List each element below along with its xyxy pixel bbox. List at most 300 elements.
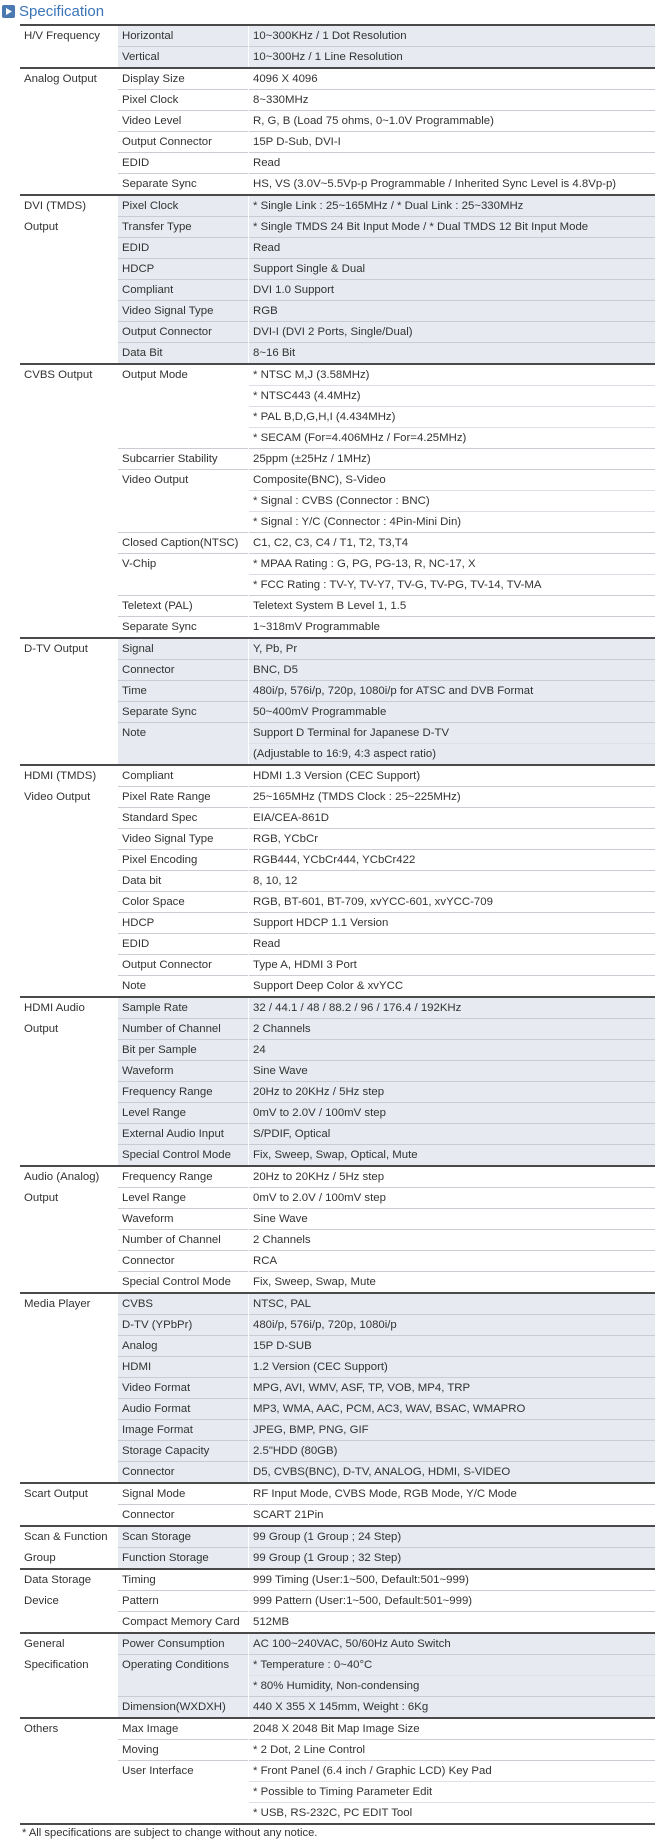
item-cell: Vertical [118,47,249,69]
category-cell: Device [20,1591,118,1612]
table-row [20,1483,655,1505]
table-row [20,787,655,808]
category-cell [20,1124,118,1145]
category-cell: Media Player [20,1293,118,1315]
category-cell [20,702,118,723]
item-cell: Moving [118,1740,249,1761]
value-cell: * NTSC443 (4.4MHz) [249,386,655,407]
value-cell: DVI 1.0 Support [249,280,655,301]
table-row [20,934,655,955]
table-row [20,322,655,343]
value-cell: 4096 X 4096 [249,68,655,90]
value-cell: Support Single & Dual [249,259,655,280]
category-cell [20,132,118,153]
table-row [20,1378,655,1399]
table-row [20,1336,655,1357]
category-cell: HDMI Audio [20,997,118,1019]
value-cell: * Signal : Y/C (Connector : 4Pin-Mini Din) [249,512,655,533]
value-cell: RGB [249,301,655,322]
item-cell: Separate Sync [118,702,249,723]
category-cell [20,1145,118,1167]
value-cell: D5, CVBS(BNC), D-TV, ANALOG, HDMI, S-VIDEO [249,1462,655,1484]
table-row [20,343,655,365]
value-cell: Type A, HDMI 3 Port [249,955,655,976]
item-cell: Output Connector [118,322,249,343]
item-cell: Frequency Range [118,1166,249,1188]
category-cell [20,617,118,639]
category-cell: Others [20,1718,118,1740]
table-row [20,259,655,280]
table-row [20,1548,655,1570]
value-cell: RF Input Mode, CVBS Mode, RGB Mode, Y/C Mode [249,1483,655,1505]
table-row [20,1209,655,1230]
value-cell: 1.2 Version (CEC Support) [249,1357,655,1378]
value-cell: MPG, AVI, WMV, ASF, TP, VOB, MP4, TRP [249,1378,655,1399]
table-row [20,195,655,217]
category-cell [20,871,118,892]
item-cell: HDMI [118,1357,249,1378]
page-title: Specification [19,3,104,20]
value-cell: 480i/p, 576i/p, 720p, 1080i/p for ATSC and DVB Format [249,681,655,702]
table-row [20,871,655,892]
value-cell: R, G, B (Load 75 ohms, 0~1.0V Programmable) [249,111,655,132]
item-cell: Special Control Mode [118,1272,249,1294]
item-cell: HDCP [118,913,249,934]
category-cell: General [20,1633,118,1655]
value-cell: 99 Group (1 Group ; 32 Step) [249,1548,655,1570]
item-cell: Pixel Clock [118,195,249,217]
item-cell: D-TV (YPbPr) [118,1315,249,1336]
table-row [20,1612,655,1634]
item-cell: Output Mode [118,364,249,386]
table-row [20,1633,655,1655]
table-row [20,955,655,976]
category-cell [20,1357,118,1378]
table-row [20,1697,655,1719]
value-cell: RGB, BT-601, BT-709, xvYCC-601, xvYCC-709 [249,892,655,913]
value-cell: AC 100~240VAC, 50/60Hz Auto Switch [249,1633,655,1655]
item-cell: Data bit [118,871,249,892]
category-cell [20,1230,118,1251]
value-cell: 440 X 355 X 145mm, Weight : 6Kg [249,1697,655,1719]
category-cell [20,744,118,766]
category-cell [20,153,118,174]
table-row [20,997,655,1019]
category-cell: Specification [20,1655,118,1676]
item-cell: Connector [118,1251,249,1272]
value-cell: 0mV to 2.0V / 100mV step [249,1103,655,1124]
category-cell [20,1336,118,1357]
item-cell: Compact Memory Card [118,1612,249,1634]
table-row [20,660,655,681]
item-cell: Pattern [118,1591,249,1612]
value-cell: C1, C2, C3, C4 / T1, T2, T3,T4 [249,533,655,554]
category-cell [20,512,118,533]
item-cell: Number of Channel [118,1230,249,1251]
value-cell: Read [249,238,655,259]
item-cell: Analog [118,1336,249,1357]
category-cell: DVI (TMDS) [20,195,118,217]
item-cell: Horizontal [118,25,249,47]
footnote: * All specifications are subject to change without any notice. [22,1827,655,1839]
table-row [20,1676,655,1697]
item-cell: Audio Format [118,1399,249,1420]
value-cell: 50~400mV Programmable [249,702,655,723]
item-cell: Separate Sync [118,617,249,639]
value-cell: * SECAM (For=4.406MHz / For=4.25MHz) [249,428,655,449]
table-row [20,765,655,787]
category-cell [20,1676,118,1697]
category-cell [20,449,118,470]
item-cell [118,491,249,512]
item-cell: Connector [118,1505,249,1527]
item-cell [118,1676,249,1697]
category-cell [20,1697,118,1719]
table-row [20,1315,655,1336]
table-row [20,617,655,639]
table-row [20,1357,655,1378]
table-row [20,1019,655,1040]
item-cell [118,407,249,428]
item-cell: Video Level [118,111,249,132]
value-cell: SCART 21Pin [249,1505,655,1527]
item-cell: V-Chip [118,554,249,575]
value-cell: * Single Link : 25~165MHz / * Dual Link : 25~330MHz [249,195,655,217]
table-row [20,132,655,153]
table-row [20,681,655,702]
category-cell: Scart Output [20,1483,118,1505]
table-row [20,238,655,259]
category-cell [20,681,118,702]
category-cell: HDMI (TMDS) [20,765,118,787]
table-row [20,638,655,660]
item-cell: Connector [118,660,249,681]
item-cell: User Interface [118,1761,249,1782]
item-cell: Waveform [118,1209,249,1230]
item-cell: Connector [118,1462,249,1484]
table-row [20,1399,655,1420]
value-cell: * 80% Humidity, Non-condensing [249,1676,655,1697]
value-cell: * Temperature : 0~40°C [249,1655,655,1676]
category-cell [20,829,118,850]
table-row [20,386,655,407]
item-cell: Number of Channel [118,1019,249,1040]
value-cell: 20Hz to 20KHz / 5Hz step [249,1082,655,1103]
item-cell: Video Output [118,470,249,491]
category-cell [20,1378,118,1399]
item-cell: Image Format [118,1420,249,1441]
table-row [20,1782,655,1803]
value-cell: 25~165MHz (TMDS Clock : 25~225MHz) [249,787,655,808]
item-cell: Output Connector [118,132,249,153]
table-row [20,533,655,554]
table-row [20,1272,655,1294]
value-cell: * USB, RS-232C, PC EDIT Tool [249,1803,655,1825]
category-cell [20,47,118,69]
table-row [20,744,655,766]
item-cell: Max Image [118,1718,249,1740]
category-cell: Group [20,1548,118,1570]
item-cell: Color Space [118,892,249,913]
value-cell: 999 Pattern (User:1~500, Default:501~999) [249,1591,655,1612]
category-cell [20,407,118,428]
table-row [20,575,655,596]
value-cell: Teletext System B Level 1, 1.5 [249,596,655,617]
value-cell: * 2 Dot, 2 Line Control [249,1740,655,1761]
item-cell: Compliant [118,765,249,787]
table-row [20,1761,655,1782]
item-cell: Note [118,723,249,744]
category-cell [20,428,118,449]
table-row [20,364,655,386]
value-cell: 99 Group (1 Group ; 24 Step) [249,1526,655,1548]
value-cell: * Front Panel (6.4 inch / Graphic LCD) Key Pad [249,1761,655,1782]
item-cell: Bit per Sample [118,1040,249,1061]
category-cell [20,533,118,554]
value-cell: Fix, Sweep, Swap, Optical, Mute [249,1145,655,1167]
table-row [20,1124,655,1145]
category-cell [20,1061,118,1082]
category-cell: Output [20,1188,118,1209]
item-cell: Closed Caption(NTSC) [118,533,249,554]
value-cell: Y, Pb, Pr [249,638,655,660]
category-cell [20,174,118,196]
value-cell: RGB444, YCbCr444, YCbCr422 [249,850,655,871]
table-row [20,1655,655,1676]
table-row [20,491,655,512]
value-cell: 480i/p, 576i/p, 720p, 1080i/p [249,1315,655,1336]
category-cell [20,808,118,829]
item-cell: External Audio Input [118,1124,249,1145]
category-cell: Video Output [20,787,118,808]
category-cell: CVBS Output [20,364,118,386]
value-cell: * FCC Rating : TV-Y, TV-Y7, TV-G, TV-PG, TV-14, TV-MA [249,575,655,596]
table-row [20,1230,655,1251]
value-cell: 2 Channels [249,1019,655,1040]
value-cell: RCA [249,1251,655,1272]
item-cell: Sample Rate [118,997,249,1019]
table-row [20,892,655,913]
category-cell [20,90,118,111]
table-row [20,1145,655,1167]
value-cell: HDMI 1.3 Version (CEC Support) [249,765,655,787]
item-cell: Pixel Rate Range [118,787,249,808]
category-cell [20,1082,118,1103]
table-row [20,1188,655,1209]
value-cell: 2 Channels [249,1230,655,1251]
category-cell [20,259,118,280]
item-cell: HDCP [118,259,249,280]
value-cell: 20Hz to 20KHz / 5Hz step [249,1166,655,1188]
table-row [20,1251,655,1272]
category-cell [20,1782,118,1803]
item-cell: Separate Sync [118,174,249,196]
item-cell: Video Signal Type [118,829,249,850]
table-row [20,47,655,69]
category-cell: Data Storage [20,1569,118,1591]
item-cell: Standard Spec [118,808,249,829]
value-cell: Fix, Sweep, Swap, Mute [249,1272,655,1294]
value-cell: 25ppm (±25Hz / 1MHz) [249,449,655,470]
item-cell: Video Format [118,1378,249,1399]
table-row [20,1569,655,1591]
table-row [20,1103,655,1124]
item-cell: Teletext (PAL) [118,596,249,617]
value-cell: 10~300Hz / 1 Line Resolution [249,47,655,69]
table-row [20,280,655,301]
table-row [20,449,655,470]
value-cell: 999 Timing (User:1~500, Default:501~999) [249,1569,655,1591]
value-cell: 0mV to 2.0V / 100mV step [249,1188,655,1209]
value-cell: MP3, WMA, AAC, PCM, AC3, WAV, BSAC, WMAPRO [249,1399,655,1420]
category-cell: Scan & Function [20,1526,118,1548]
table-row [20,1718,655,1740]
category-cell [20,322,118,343]
value-cell: EIA/CEA-861D [249,808,655,829]
table-row [20,976,655,998]
category-cell: Output [20,217,118,238]
table-row [20,1082,655,1103]
item-cell: Storage Capacity [118,1441,249,1462]
category-cell: Audio (Analog) [20,1166,118,1188]
value-cell: * Possible to Timing Parameter Edit [249,1782,655,1803]
item-cell: Level Range [118,1188,249,1209]
table-row [20,554,655,575]
category-cell [20,1420,118,1441]
table-row [20,470,655,491]
value-cell: Read [249,153,655,174]
category-cell: Analog Output [20,68,118,90]
category-cell [20,660,118,681]
category-cell [20,554,118,575]
category-cell [20,850,118,871]
category-cell [20,1803,118,1825]
value-cell: * MPAA Rating : G, PG, PG-13, R, NC-17, X [249,554,655,575]
category-cell [20,111,118,132]
item-cell: Output Connector [118,955,249,976]
table-row [20,808,655,829]
item-cell [118,512,249,533]
value-cell: * Signal : CVBS (Connector : BNC) [249,491,655,512]
category-cell [20,934,118,955]
category-cell [20,1040,118,1061]
item-cell: CVBS [118,1293,249,1315]
section-header [0,0,655,22]
value-cell: Support Deep Color & xvYCC [249,976,655,998]
category-cell [20,238,118,259]
value-cell: 15P D-Sub, DVI-I [249,132,655,153]
category-cell [20,1761,118,1782]
table-row [20,1505,655,1527]
item-cell [118,1782,249,1803]
item-cell [118,428,249,449]
category-cell [20,386,118,407]
item-cell: Level Range [118,1103,249,1124]
value-cell: 24 [249,1040,655,1061]
category-cell [20,1209,118,1230]
value-cell: DVI-I (DVI 2 Ports, Single/Dual) [249,322,655,343]
item-cell: Note [118,976,249,998]
category-cell [20,955,118,976]
value-cell: 2.5"HDD (80GB) [249,1441,655,1462]
category-cell [20,1612,118,1634]
category-cell [20,343,118,365]
category-cell [20,301,118,322]
table-row [20,596,655,617]
item-cell: Signal Mode [118,1483,249,1505]
table-row [20,829,655,850]
value-cell: 8, 10, 12 [249,871,655,892]
category-cell: Output [20,1019,118,1040]
table-row [20,1803,655,1825]
item-cell: Waveform [118,1061,249,1082]
value-cell: 10~300KHz / 1 Dot Resolution [249,25,655,47]
table-row [20,174,655,196]
table-row [20,217,655,238]
value-cell: * PAL B,D,G,H,I (4.434MHz) [249,407,655,428]
value-cell: Composite(BNC), S-Video [249,470,655,491]
value-cell: Read [249,934,655,955]
value-cell: * NTSC M,J (3.58MHz) [249,364,655,386]
item-cell: Display Size [118,68,249,90]
item-cell: Function Storage [118,1548,249,1570]
value-cell: 8~16 Bit [249,343,655,365]
category-cell [20,470,118,491]
item-cell: Timing [118,1569,249,1591]
specification-table [20,24,655,1825]
table-row [20,1591,655,1612]
table-row [20,1293,655,1315]
category-cell [20,1251,118,1272]
item-cell: EDID [118,934,249,955]
table-row [20,407,655,428]
table-row [20,1061,655,1082]
item-cell: Transfer Type [118,217,249,238]
table-row [20,301,655,322]
table-row [20,512,655,533]
category-cell [20,1505,118,1527]
category-cell [20,1103,118,1124]
table-row [20,428,655,449]
table-row [20,913,655,934]
item-cell [118,1803,249,1825]
table-row [20,1462,655,1484]
item-cell: Time [118,681,249,702]
item-cell: Subcarrier Stability [118,449,249,470]
item-cell: Pixel Clock [118,90,249,111]
item-cell: Special Control Mode [118,1145,249,1167]
item-cell: Signal [118,638,249,660]
item-cell [118,744,249,766]
value-cell: S/PDIF, Optical [249,1124,655,1145]
item-cell: Scan Storage [118,1526,249,1548]
item-cell: Operating Conditions [118,1655,249,1676]
value-cell: 2048 X 2048 Bit Map Image Size [249,1718,655,1740]
category-cell [20,596,118,617]
category-cell [20,976,118,998]
category-cell [20,1399,118,1420]
item-cell: Power Consumption [118,1633,249,1655]
table-row [20,1040,655,1061]
item-cell [118,386,249,407]
item-cell: Compliant [118,280,249,301]
category-cell [20,575,118,596]
category-cell [20,723,118,744]
item-cell: Data Bit [118,343,249,365]
table-row [20,1441,655,1462]
value-cell: 1~318mV Programmable [249,617,655,639]
category-cell [20,1315,118,1336]
